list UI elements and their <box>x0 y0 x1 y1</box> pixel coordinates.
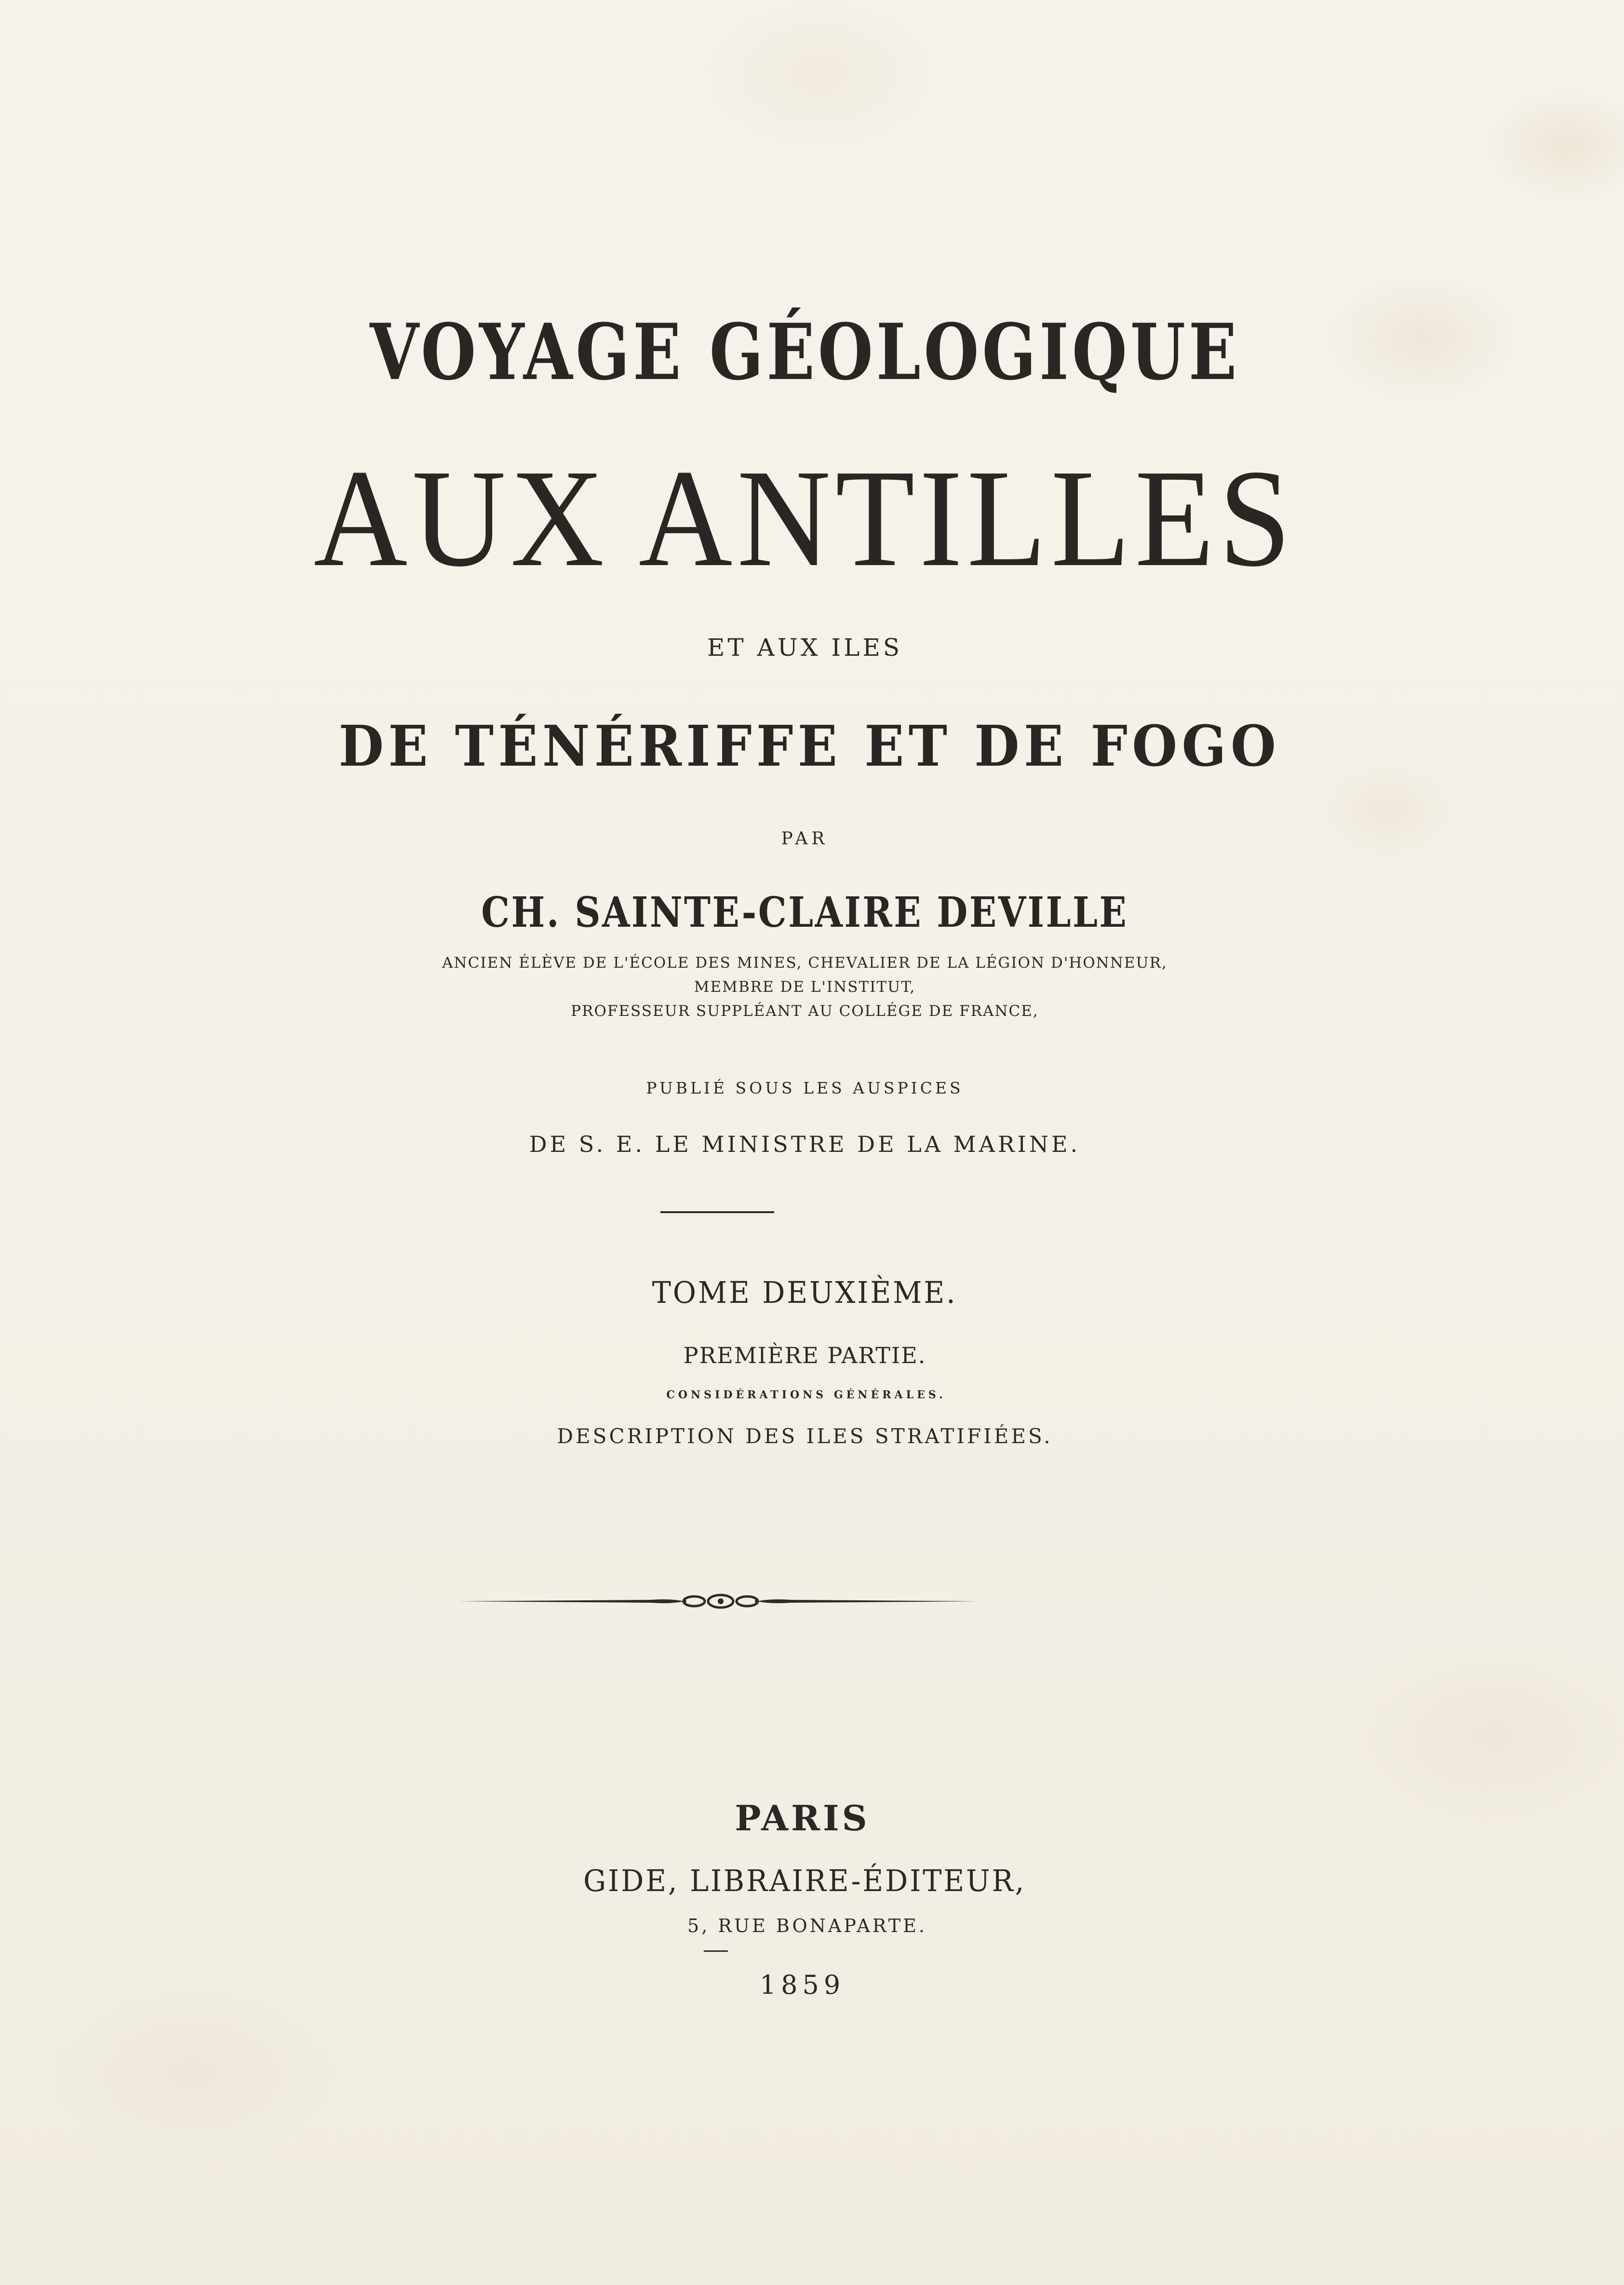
imprint-publisher <box>0 1863 1617 1898</box>
subtitle-line <box>0 714 1622 779</box>
title-line-2 <box>0 441 1617 595</box>
author-name-text: CH. SAINTE-CLAIRE DEVILLE <box>481 888 1128 937</box>
small-divider-rule <box>704 1950 728 1952</box>
imprint-city: PARIS <box>735 1798 870 1839</box>
auspices-line-1: PUBLIÉ SOUS LES AUSPICES <box>646 1079 964 1097</box>
description-label: DESCRIPTION DES ILES STRATIFIÉES. <box>557 1424 1053 1448</box>
divider-rule <box>660 1211 774 1213</box>
by-label: PAR <box>781 829 829 849</box>
ornamental-divider <box>458 1589 983 1613</box>
author-name <box>0 888 1617 937</box>
author-credential: PROFESSEUR SUPPLÉANT AU COLLÉGE DE FRANCE, <box>571 1002 1039 1020</box>
part-label: PREMIÈRE PARTIE. <box>683 1342 926 1368</box>
title-line-1 <box>0 307 1617 397</box>
subtitle-connector: ET AUX ILES <box>707 634 903 662</box>
title-line-2-text: AUX ANTILLES <box>314 441 1296 595</box>
auspices-line-2: DE S. E. LE MINISTRE DE LA MARINE. <box>529 1131 1081 1157</box>
tome-label-text: TOME DEUXIÈME. <box>652 1275 957 1310</box>
imprint-publisher-text: GIDE, LIBRAIRE-ÉDITEUR, <box>583 1863 1026 1898</box>
imprint-address: 5, RUE BONAPARTE. <box>687 1915 927 1936</box>
author-credential: ANCIEN ÉLÈVE DE L'ÉCOLE DES MINES, CHEVALIER DE LA LÉGION D'HONNEUR, <box>442 954 1168 972</box>
tome-label <box>0 1275 1617 1310</box>
considerations-label: CONSIDÉRATIONS GÉNÉRALES. <box>666 1389 946 1401</box>
subtitle-line-text: DE TÉNÉRIFFE ET DE FOGO <box>338 714 1281 779</box>
author-credential: MEMBRE DE L'INSTITUT, <box>694 978 916 996</box>
title-line-1-text: VOYAGE GÉOLOGIQUE <box>369 307 1240 397</box>
imprint-year: 1859 <box>759 1970 846 2000</box>
